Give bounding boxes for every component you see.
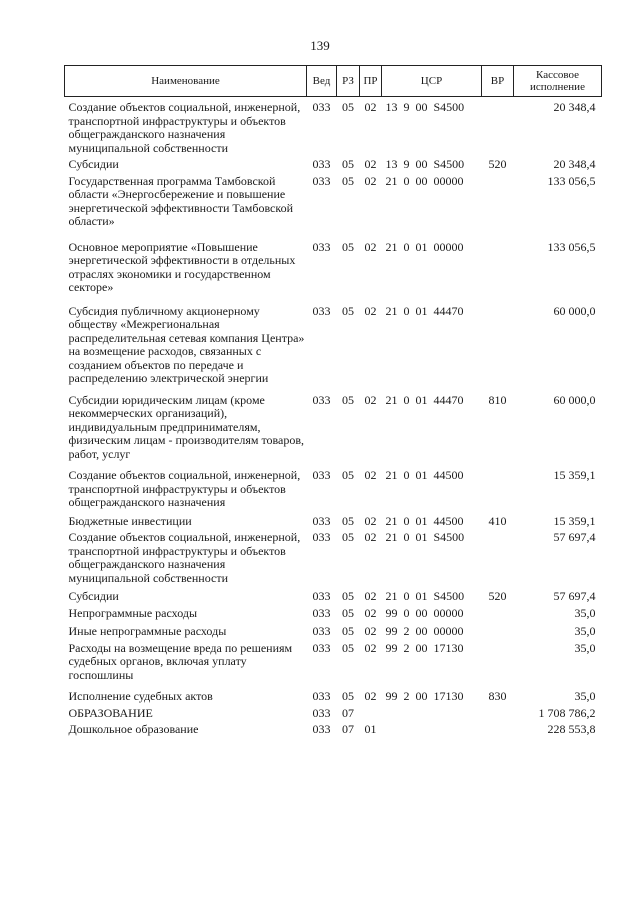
row-name-cell: Создание объектов социальной, инженерной, транспортной инфраструктуры и объектов общегражданского назначения муниципальной собственности [68,530,301,585]
table-row [65,639,602,683]
row-name-cell: Создание объектов социальной, инженерной, транспортной инфраструктуры и объектов общегражданского назначения [68,468,301,509]
column-header-pr: ПР [360,66,382,97]
table-row [65,682,602,704]
table-body [65,97,602,737]
row-vr-cell: 520 [488,589,507,603]
row-name-cell: Государственная программа Тамбовской области «Энергосбережение и повышение энергетической эффективности Тамбовской области» [68,173,294,228]
row-pr-cell: 02 [364,640,377,655]
row-ved-cell: 033 [312,513,331,528]
row-name-cell: Субсидии [68,589,119,603]
row-csr-cell: 21 0 01 00000 [385,239,464,254]
row-rz-cell: 05 [342,157,354,171]
row-ved-cell: 033 [312,689,331,703]
row-vr-cell [482,704,514,721]
row-amount-cell: 57 697,4 [553,589,596,603]
row-name-cell: ОБРАЗОВАНИЕ [68,705,153,720]
column-header-amount: Кассовое исполнение [514,66,602,97]
page-number: 139 [310,38,330,53]
row-name-cell: Дошкольное образование [68,722,199,736]
row-csr-cell: 99 2 00 00000 [385,624,464,638]
row-csr-cell: 21 0 01 44470 [385,392,464,407]
row-csr-cell: 99 2 00 17130 [385,640,464,655]
table-row [65,528,602,585]
row-rz-cell: 05 [342,689,354,703]
column-header-rz: РЗ [337,66,360,97]
row-amount-cell: 20 348,4 [553,100,596,114]
row-csr-cell: 13 9 00 S4500 [385,100,465,114]
row-rz-cell: 05 [342,100,354,114]
row-pr-cell: 02 [364,303,377,318]
row-name-cell: Исполнение судебных актов [68,689,213,703]
row-vr-cell [482,720,514,737]
table-row [65,585,602,604]
column-header-vr: ВР [482,66,514,97]
row-csr-cell: 21 0 01 S4500 [385,589,465,603]
row-name-cell: Непрограммные расходы [68,605,198,620]
row-name-cell: Создание объектов социальной, инженерной, транспортной инфраструктуры и объектов общегражданского назначения муниципальной собственности [68,100,301,155]
row-pr-cell: 02 [364,530,377,544]
row-pr-cell: 02 [364,689,377,703]
row-rz-cell: 07 [342,705,354,720]
row-ved-cell: 033 [312,605,331,620]
row-rz-cell: 05 [342,624,354,638]
row-vr-cell [482,172,514,229]
row-amount-cell: 15 359,1 [553,468,596,482]
row-pr-cell: 02 [364,624,377,638]
row-rz-cell: 05 [342,239,354,254]
row-ved-cell: 033 [312,239,331,254]
row-ved-cell: 033 [312,392,331,407]
row-csr-cell [382,720,482,737]
column-header-csr: ЦСР [382,66,482,97]
row-csr-cell: 13 9 00 S4500 [385,157,465,171]
row-ved-cell: 033 [312,705,331,720]
row-vr-cell: 520 [488,157,507,171]
row-name-cell: Расходы на возмещение вреда по решениям судебных органов, включая уплату госпошлины [68,640,293,682]
table-row [65,155,602,172]
row-ved-cell: 033 [312,100,331,114]
row-csr-cell: 21 0 01 44500 [385,513,464,528]
row-ved-cell: 033 [312,157,331,171]
table-row [65,229,602,295]
row-name-cell: Бюджетные инвестиции [68,513,192,528]
table-row [65,295,602,386]
row-ved-cell: 033 [312,722,331,736]
row-pr-cell: 02 [364,239,377,254]
row-pr-cell: 02 [364,100,377,114]
row-csr-cell: 21 0 01 44470 [385,303,464,318]
row-amount-cell: 228 553,8 [547,722,596,736]
row-vr-cell [482,461,514,510]
row-vr-cell [482,620,514,639]
row-rz-cell: 05 [342,173,354,188]
row-csr-cell [382,704,482,721]
row-pr-cell: 01 [364,722,377,736]
row-vr-cell [482,97,514,156]
row-amount-cell: 35,0 [574,689,596,703]
row-name-cell: Основное мероприятие «Повышение энергетической эффективности в отдельных отраслях экономики и государственном секторе» [68,239,296,294]
table-row [65,172,602,229]
row-vr-cell [482,229,514,295]
row-pr-cell: 02 [364,392,377,407]
row-name-cell: Субсидии юридическим лицам (кроме некоммерческих организаций), индивидуальным предпринимателям, физическим лицам - производителям товаров, работ, услуг [68,392,305,461]
row-csr-cell: 21 0 01 44500 [385,468,464,482]
row-vr-cell: 410 [488,513,507,528]
row-amount-cell: 133 056,5 [547,173,596,188]
row-name-cell: Субсидия публичному акционерному обществу «Межрегиональная распределительная сетевая компания Центра» на возмещение расходов, связанных с созданием объектов по передаче и распределению электрической энергии [68,303,305,385]
row-name-cell: Субсидии [68,157,119,171]
row-vr-cell: 810 [488,392,507,407]
row-rz-cell: 05 [342,468,354,482]
row-amount-cell: 60 000,0 [553,303,596,318]
budget-table [64,65,602,737]
row-vr-cell [482,528,514,585]
row-vr-cell [482,295,514,386]
row-vr-cell: 830 [488,689,507,703]
row-vr-cell [482,604,514,621]
column-header-name: Наименование [65,66,307,97]
table-row [65,704,602,721]
row-rz-cell: 05 [342,605,354,620]
row-pr-cell [360,704,382,721]
row-ved-cell: 033 [312,468,331,482]
row-amount-cell: 35,0 [574,605,596,620]
row-rz-cell: 05 [342,640,354,655]
row-amount-cell: 20 348,4 [553,157,596,171]
row-amount-cell: 35,0 [574,624,596,638]
table-row [65,604,602,621]
table-row [65,510,602,529]
row-ved-cell: 033 [312,173,331,188]
row-amount-cell: 1 708 786,2 [538,705,596,720]
row-rz-cell: 05 [342,530,354,544]
row-rz-cell: 05 [342,303,354,318]
row-ved-cell: 033 [312,303,331,318]
row-amount-cell: 60 000,0 [553,392,596,407]
row-rz-cell: 05 [342,392,354,407]
row-pr-cell: 02 [364,157,377,171]
row-csr-cell: 21 0 01 S4500 [385,530,465,544]
row-amount-cell: 133 056,5 [547,239,596,254]
row-pr-cell: 02 [364,173,377,188]
row-csr-cell: 21 0 00 00000 [385,173,464,188]
row-amount-cell: 35,0 [574,640,596,655]
table-row [65,620,602,639]
row-ved-cell: 033 [312,640,331,655]
row-amount-cell: 57 697,4 [553,530,596,544]
row-pr-cell: 02 [364,468,377,482]
table-row [65,97,602,156]
row-ved-cell: 033 [312,530,331,544]
row-pr-cell: 02 [364,589,377,603]
row-rz-cell: 07 [342,722,354,736]
row-csr-cell: 99 2 00 17130 [385,689,464,703]
table-row [65,720,602,737]
row-pr-cell: 02 [364,605,377,620]
table-row [65,386,602,462]
row-ved-cell: 033 [312,589,331,603]
row-ved-cell: 033 [312,624,331,638]
row-vr-cell [482,639,514,683]
row-rz-cell: 05 [342,589,354,603]
row-amount-cell: 15 359,1 [553,513,596,528]
row-pr-cell: 02 [364,513,377,528]
row-name-cell: Иные непрограммные расходы [68,624,227,638]
row-rz-cell: 05 [342,513,354,528]
column-header-ved: Вед [307,66,337,97]
table-header [65,66,602,97]
table-row [65,461,602,510]
row-csr-cell: 99 0 00 00000 [385,605,464,620]
